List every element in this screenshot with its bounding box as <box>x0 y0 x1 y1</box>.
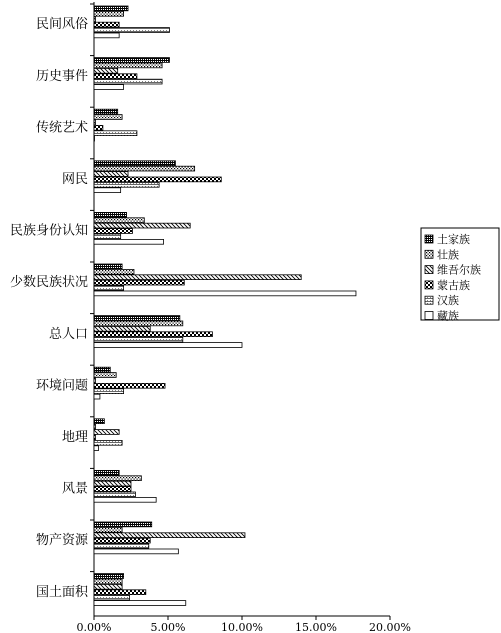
legend-label: 土家族 <box>437 233 470 246</box>
legend-swatch <box>425 312 433 320</box>
bar-empty <box>94 497 156 502</box>
bar-dots <box>94 321 183 326</box>
bar-fine <box>94 544 149 549</box>
legend-label: 维吾尔族 <box>437 263 481 277</box>
category-label: 民间风俗 <box>35 17 88 33</box>
bar-checker <box>94 487 131 492</box>
bar-diagonal <box>94 533 245 538</box>
category-label: 总人口 <box>48 326 88 342</box>
bar-checker <box>94 538 150 543</box>
x-tick-label: 0.00% <box>76 621 112 633</box>
bar-cross <box>94 367 110 372</box>
bar-empty <box>94 85 124 90</box>
bar-fine <box>94 389 124 394</box>
category-label: 网民 <box>61 172 88 187</box>
legend-swatch <box>425 250 433 258</box>
bar-fine <box>94 337 183 342</box>
x-tick-label: 5.00% <box>150 621 186 633</box>
category-label: 环境问题 <box>35 378 88 394</box>
legend-label: 藏族 <box>437 309 459 323</box>
bar-diagonal <box>94 17 95 22</box>
bar-empty <box>94 343 242 348</box>
bar-empty <box>94 291 356 296</box>
bar-diagonal <box>94 584 122 589</box>
bar-diagonal <box>94 120 95 125</box>
bar-fine <box>94 595 130 600</box>
bar-dots <box>94 579 122 584</box>
category-label: 少数民族状况 <box>9 275 88 291</box>
bar-checker <box>94 280 184 285</box>
bar-diagonal <box>94 326 150 331</box>
category-label: 民族身份认知 <box>9 223 88 239</box>
bar-empty <box>94 136 95 141</box>
bar-checker <box>94 177 221 182</box>
bar-empty <box>94 33 119 38</box>
bar-cross <box>94 6 128 11</box>
bar-fine <box>94 79 162 84</box>
bar-cross <box>94 522 152 527</box>
bar-dots <box>94 166 195 171</box>
bar-fine <box>94 492 135 497</box>
bar-fine <box>94 234 121 239</box>
legend-label: 壮族 <box>437 248 459 262</box>
plot-area <box>10 2 411 633</box>
bar-cross <box>94 109 118 114</box>
legend-swatch <box>425 281 433 289</box>
bar-dots <box>94 269 134 274</box>
bar-fine <box>94 286 124 291</box>
x-tick-label: 15.00% <box>295 621 337 633</box>
bar-checker <box>94 332 212 337</box>
category-label: 国土面积 <box>35 584 88 600</box>
bar-diagonal <box>94 378 95 383</box>
category-label: 传统艺术 <box>35 120 88 136</box>
x-tick-label: 20.00% <box>369 621 411 633</box>
bar-checker <box>94 229 132 234</box>
category-label: 风景 <box>61 481 88 497</box>
bar-empty <box>94 394 100 399</box>
category-label: 地理 <box>61 430 88 445</box>
bar-checker <box>94 125 103 130</box>
bar-diagonal <box>94 68 118 73</box>
bar-dots <box>94 115 122 120</box>
bar-cross <box>94 161 175 166</box>
bar-diagonal <box>94 481 131 486</box>
bar-checker <box>94 383 165 388</box>
legend-label: 汉族 <box>437 294 459 308</box>
bar-fine <box>94 440 122 445</box>
bar-dots <box>94 476 141 481</box>
bar-fine <box>94 182 159 187</box>
category-label: 物产资源 <box>35 533 88 549</box>
bar-fine <box>94 28 169 33</box>
bar-cross <box>94 470 119 475</box>
legend-swatch <box>425 266 433 274</box>
bar-diagonal <box>94 172 128 177</box>
bar-cross <box>94 419 104 424</box>
bar-checker <box>94 590 146 595</box>
bar-checker <box>94 22 119 27</box>
bar-cross <box>94 58 169 63</box>
bar-dots <box>94 373 116 378</box>
legend <box>421 228 499 323</box>
bar-empty <box>94 188 121 193</box>
bar-cross <box>94 212 127 217</box>
bar-empty <box>94 239 164 244</box>
legend-label: 蒙古族 <box>437 278 470 292</box>
bar-diagonal <box>94 430 119 435</box>
bar-fine <box>94 131 137 136</box>
legend-swatch <box>425 296 433 304</box>
bar-cross <box>94 264 122 269</box>
bar-cross <box>94 574 124 579</box>
bar-cross <box>94 316 180 321</box>
x-tick-label: 10.00% <box>221 621 263 633</box>
bar-dots <box>94 218 144 223</box>
bar-dots <box>94 424 95 429</box>
bar-diagonal <box>94 223 190 228</box>
bar-checker <box>94 435 95 440</box>
bar-dots <box>94 11 124 16</box>
legend-swatch <box>425 235 433 243</box>
bar-dots <box>94 527 122 532</box>
category-label: 历史事件 <box>35 68 88 84</box>
bar-checker <box>94 74 137 79</box>
bar-empty <box>94 549 178 554</box>
bar-empty <box>94 446 98 451</box>
bar-diagonal <box>94 275 301 280</box>
bar-dots <box>94 63 162 68</box>
bar-empty <box>94 601 186 606</box>
